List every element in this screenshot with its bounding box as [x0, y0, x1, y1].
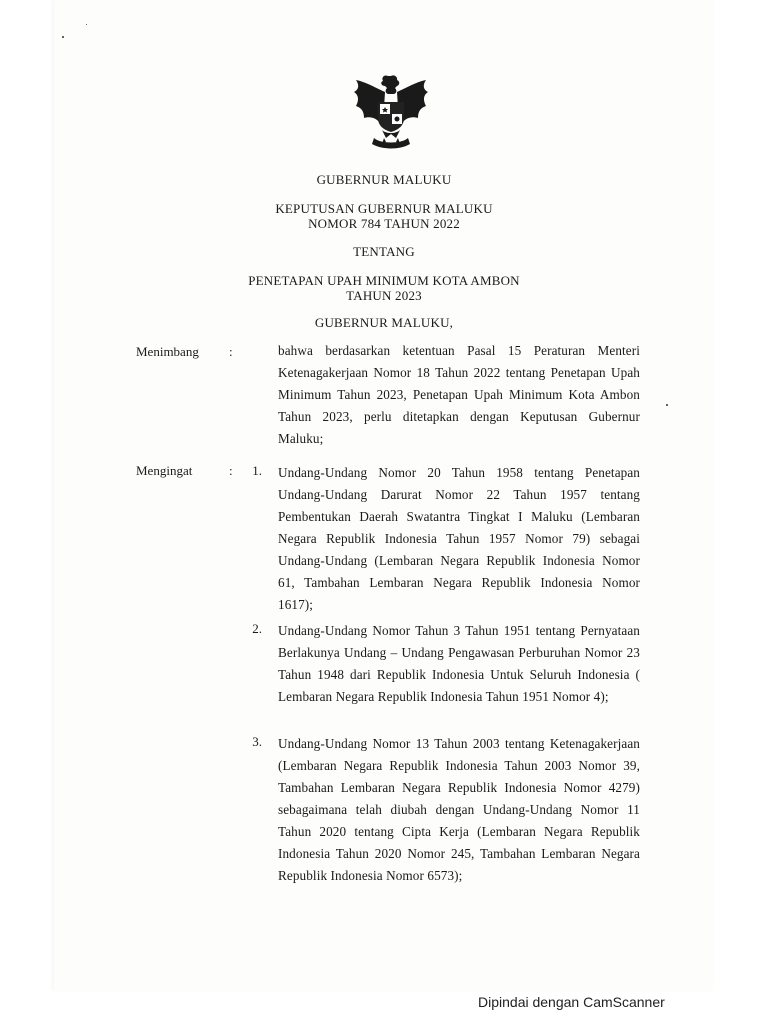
list-item-number: 1.: [252, 463, 262, 478]
scanner-credit: Dipindai dengan CamScanner: [478, 994, 665, 1010]
list-item-number: 2.: [252, 621, 262, 636]
issuer-heading: GUBERNUR MALUKU: [316, 172, 452, 187]
list-item-text: Undang-Undang Nomor 13 Tahun 2003 tentang Ketenagakerjaan (Lembaran Negara Republik Indonesia Tahun 2003 Nomor 39, Tambahan Lembaran Negara Republik Indonesia Nomor 4279) sebagaimana telah diubah dengan Undang-Undang Nomor 11 Tahun 2020 tentang Cipta Kerja (Lembaran Negara Republik Indonesia Tahun 2020 Nomor 245, Tambahan Lembaran Negara Republik Indonesia Nomor 6573);: [278, 736, 640, 883]
scan-speck: [86, 24, 87, 25]
list-item-text: Undang-Undang Nomor 20 Tahun 1958 tentang Penetapan Undang-Undang Darurat Nomor 22 Tahun 1957 tentang Pembentukan Daerah Swatantra Tingkat I Maluku (Lembaran Negara Republik Indonesia Tahun 1957 Nomor 79) sebagai Undang-Undang (Lembaran Negara Republik Indonesia Nomor 61, Tambahan Lembaran Negara Republik Indonesia Nomor 1617);: [278, 465, 640, 612]
about-label: TENTANG: [353, 244, 415, 259]
signatory-heading: GUBERNUR MALUKU,: [314, 315, 454, 330]
list-item-text: Undang-Undang Nomor Tahun 3 Tahun 1951 tentang Pernyataan Berlakunya Undang – Undang Pengawasan Perburuhan Nomor 23 Tahun 1948 dari Republik Indonesia Untuk Seluruh Indonesia ( Lembaran Negara Republik Indonesia Tahun 1951 Nomor 4);: [278, 623, 640, 704]
menimbang-text: bahwa berdasarkan ketentuan Pasal 15 Peraturan Menteri Ketenagakerjaan Nomor 18 Tahun 2022 tentang Penetapan Upah Minimum Tahun 2023, Penetapan Upah Minimum Kota Ambon Tahun 2023, perlu ditetapkan dengan Keputusan Gubernur Maluku;: [278, 343, 640, 446]
menimbang-colon: :: [229, 344, 233, 359]
subject-line-2: TAHUN 2023: [346, 288, 422, 303]
scan-speck: [62, 36, 64, 38]
mengingat-label: Mengingat: [136, 463, 193, 478]
subject-line-1: PENETAPAN UPAH MINIMUM KOTA AMBON: [248, 273, 520, 288]
decree-number: NOMOR 784 TAHUN 2022: [308, 216, 460, 231]
mengingat-colon: :: [229, 463, 233, 478]
scan-speck: [666, 404, 668, 406]
menimbang-label: Menimbang: [136, 344, 199, 359]
list-item-number: 3.: [252, 734, 262, 749]
decree-title: KEPUTUSAN GUBERNUR MALUKU: [275, 201, 493, 216]
garuda-pancasila-emblem-icon: [348, 72, 434, 152]
